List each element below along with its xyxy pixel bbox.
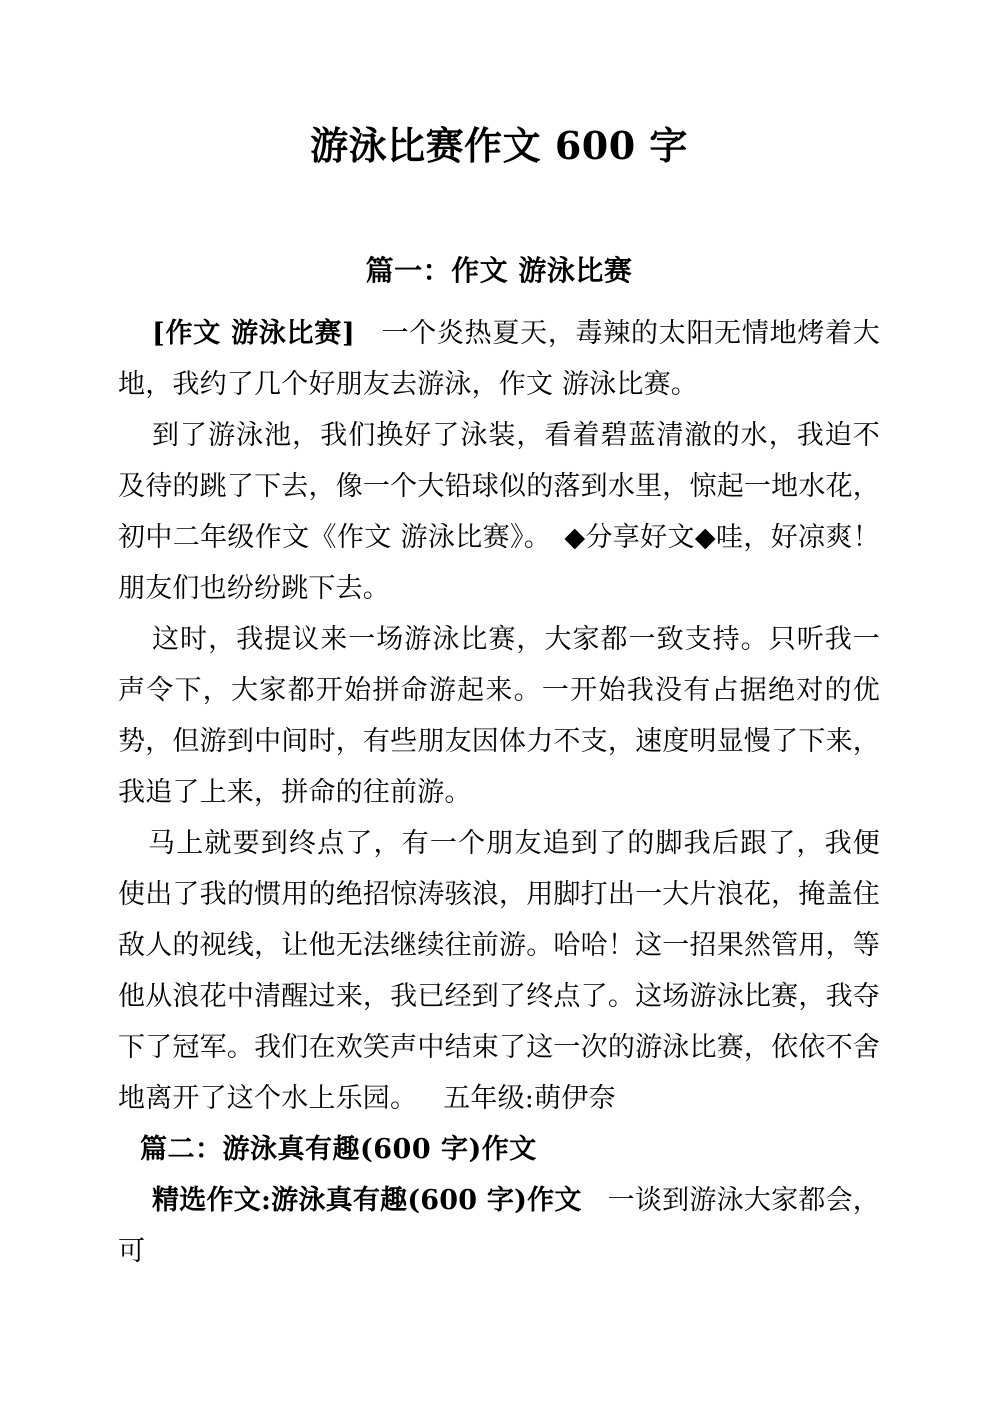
paragraph-p4-text: 马上就要到终点了，有一个朋友追到了的脚我后跟了，我便使出了我的惯用的绝招惊涛骇浪，用脚打出一大片浪花，掩盖住敌人的视线，让他无法继续往前游。哈哈！这一招果然管用，等他从浪花中清醒过来，我已经到了终点了。这场游泳比赛，我夺下了冠军。我们在欢笑声中结束了这一次的游泳比赛，依依不舍地离开了这个水上乐园。: [118, 827, 880, 1114]
document-content: [118, 0, 880, 1277]
paragraph-p2-text-tail: ◆分享好文◆哇，好凉爽！朋友们也纷纷跳下去。: [118, 521, 880, 604]
page-title: 游泳比赛作文 600 字: [310, 123, 688, 168]
paragraph-p4-byline: 五年级:萌伊奈: [443, 1082, 616, 1114]
paragraph-p2: [118, 410, 880, 614]
paragraph-p5-lead: 精选作文:游泳真有趣(600 字)作文: [152, 1184, 582, 1216]
paragraph-p4: [118, 818, 880, 1124]
section-heading-pian-er: 篇二：游泳真有趣(600 字)作文: [140, 1133, 537, 1165]
paragraph-p3: [118, 614, 880, 818]
paragraph-p1-text: 一个炎热夏天，毒辣的太阳无情地烤着大地，我约了几个好朋友去游泳，作文 游泳比赛。: [118, 317, 880, 400]
paragraph-p5: [118, 1175, 880, 1277]
paragraph-p1: [118, 285, 880, 410]
paragraph-p3-text: 这时，我提议来一场游泳比赛，大家都一致支持。只听我一声令下，大家都开始拼命游起来。一开始我没有占据绝对的优势，但游到中间时，有些朋友因体力不支，速度明显慢了下来，我追了上来，拼命的往前游。: [118, 623, 880, 808]
section-heading-pian-yi: 篇一：作文 游泳比赛: [365, 253, 633, 287]
paragraph-p2-text: 到了游泳池，我们换好了泳装，看着碧蓝清澈的水，我迫不及待的跳了下去，像一个大铅球似的落到水里，惊起一地水花，初中二年级作文《作文 游泳比赛》。: [118, 419, 880, 553]
paragraph-p5-text: 一谈到游泳大家都会，可: [118, 1184, 881, 1267]
paragraph-p1-lead: [作文 游泳比赛]: [152, 317, 355, 349]
